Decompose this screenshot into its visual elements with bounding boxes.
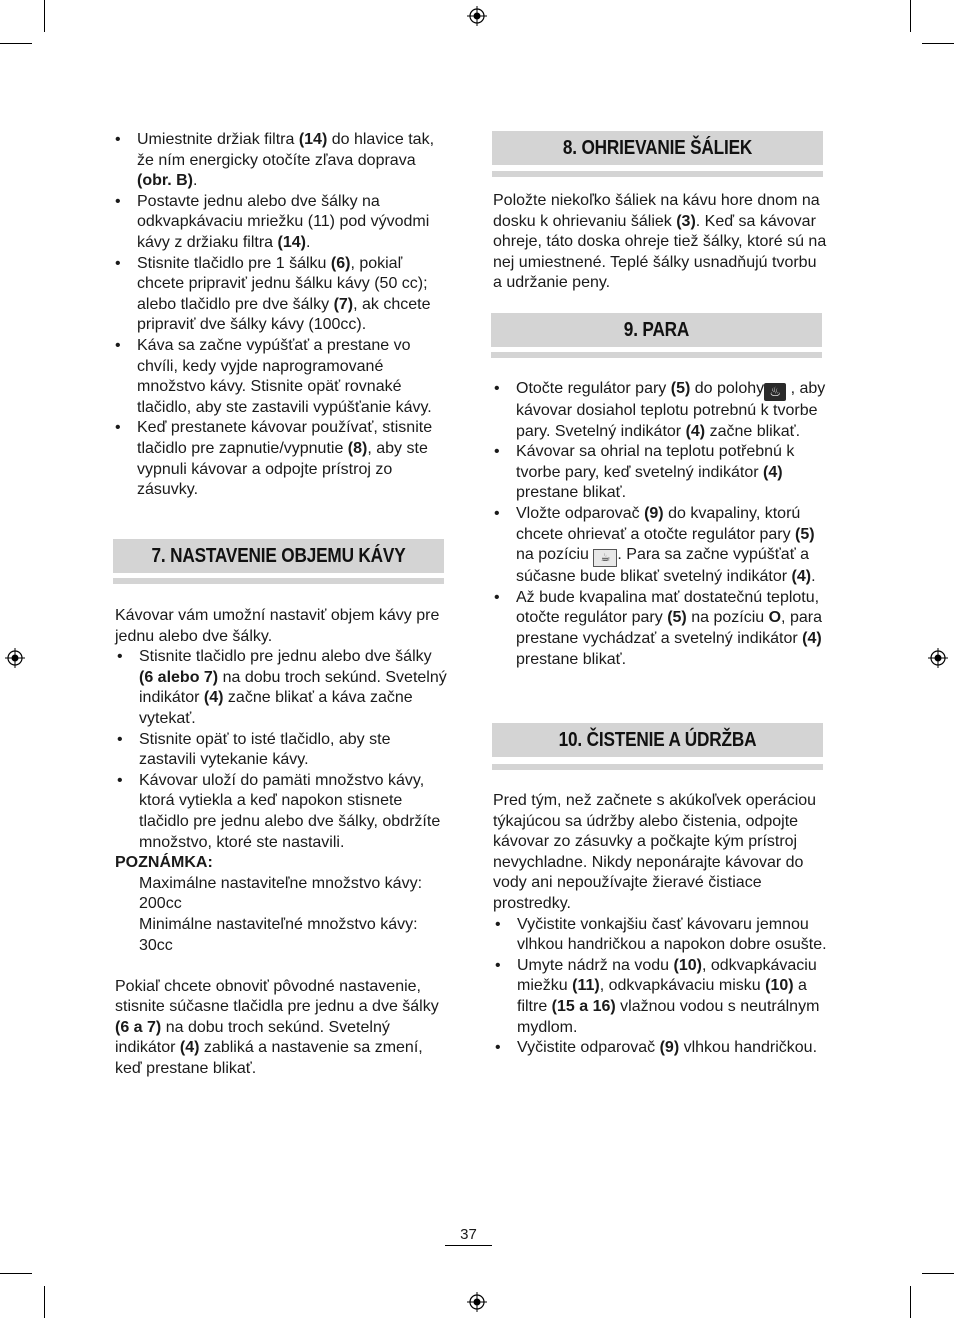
list-item: • Keď prestanete kávovar používať, stisnite tlačidlo pre zapnutie/vypnutie (8), aby ste vypnuli kávovar a odpojte prístroj zo zásuvky.: [113, 418, 453, 500]
crop-mark: [0, 43, 32, 44]
list-item: • Stisnite tlačidlo pre jednu alebo dve šálky (6 alebo 7) na dobu troch sekúnd. Svetelný indikátor (4) začne blikať a káva začne vytekať.: [115, 647, 450, 729]
section-title: 7. NASTAVENIE OBJEMU KÁVY: [151, 545, 406, 567]
note-label: POZNÁMKA:: [115, 854, 213, 872]
list-item: • Umyte nádrž na vodu (10), odkvapkávaciu miežku (11), odkvapkávaciu misku (10) a filtre (15 a 16) vlažnou vodou s neutrálnym mydlom.: [493, 956, 829, 1038]
section-7-intro: Kávovar vám umožní nastaviť objem kávy pre jednu alebo dve šálky.: [115, 607, 440, 645]
crop-mark: [910, 1286, 911, 1318]
list-item: • Až bude kvapalina mať dostatečnú teplotu, otočte regulátor pary (5) na pozíciu O, para prestane vychádzať a svetelný indikátor (4) prestane blikať.: [492, 588, 828, 670]
heading-underbar: [492, 171, 823, 177]
bullet-list: [115, 647, 450, 853]
section-9-body: [492, 379, 828, 670]
list-item: • Kávovar uloží do pamäti množstvo kávy, ktorá vytiekla a keď napokon stisnete tlačidlo pre jednu alebo dve šálky, obdržíte množstvo, ktoré ste nastavili.: [115, 771, 450, 853]
page-number-rule: [445, 1245, 492, 1246]
section-title: 8. OHRIEVANIE ŠÁLIEK: [562, 137, 753, 159]
bullet-list: [493, 915, 829, 1059]
list-item: • Postavte jednu alebo dve šálky na odkvapkávaciu mriežku (11) pod vývodmi kávy z držiaku filtra (14).: [113, 192, 453, 254]
section-10-intro: Pred tým, než začnete s akúkoľvek operáciou týkajúcou sa údržby alebo čistenia, odpojte kávovar zo zásuvky a počkajte kým prístroj nevychladne. Nikdy neponárajte kávovar do vody ani nepoužívajte žieravé čistiace prostredky.: [493, 792, 817, 912]
registration-mark-icon: [928, 648, 948, 668]
registration-mark-icon: [467, 1292, 487, 1312]
registration-mark-icon: [467, 6, 487, 26]
note-max: Maximálne nastaviteľne množstvo kávy: 200cc: [139, 874, 423, 913]
spacer: [115, 956, 450, 977]
section-8-body: [493, 191, 828, 294]
list-item: • Vyčistite odparovač (9) vlhkou handričkou.: [493, 1038, 829, 1059]
list-item: • Kávovar sa ohrial na teplotu potřebnú k tvorbe pary, keď svetelný indikátor (4) prestane blikať.: [492, 442, 828, 504]
section-10-body: [493, 791, 829, 1059]
crop-mark: [44, 0, 45, 32]
list-item: • Káva sa začne vypúšťať a prestane vo chvíli, kedy vyjde naprogramované množstvo kávy. Stisnite opäť rovnaké tlačidlo, aby ste zastavili vypúšťanie kávy.: [113, 336, 453, 418]
crop-mark: [922, 1273, 954, 1274]
heading-underbar: [491, 352, 822, 358]
list-item: • Vložte odparovač (9) do kvapaliny, ktorú chcete ohrievať a otočte regulátor pary (5) na pozíciu ☕ . Para sa začne vypúšťať a súčasne bude blikať svetelný indikátor (4).: [492, 504, 828, 588]
heading-underbar: [492, 764, 823, 770]
list-item: • Otočte regulátor pary (5) do polohy ♨ , aby kávovar dosiahol teplotu potrebnú k tvorbe pary. Svetelný indikátor (4) začne blikať.: [492, 379, 828, 442]
cup-symbol-icon: ☕: [593, 549, 617, 567]
section-8-heading: [492, 131, 823, 165]
bullet-list: [492, 379, 828, 670]
list-item: • Vyčistite vonkajšiu časť kávovaru jemnou vlhkou handričkou a napokon dobre osušte.: [493, 915, 829, 956]
list-item: • Stisnite tlačidlo pre 1 šálku (6), pokiaľ chcete pripraviť jednu šálku kávy (50 cc); alebo tlačidlo pre dve šálky (7), ak chcete pripraviť dve šálky kávy (100cc).: [113, 254, 453, 336]
bullet-list: [113, 130, 453, 501]
section-7-body: [115, 606, 450, 1080]
section-title: 9. PARA: [623, 319, 690, 341]
left-column-top: [113, 130, 453, 501]
page-number: 37: [460, 1226, 477, 1243]
section-8-text: Položte niekoľko šáliek na kávu hore dnom na dosku k ohrievaniu šáliek (3). Keď sa kávovar ohreje, táto doska ohreje tiež šálky, ktoré sú na nej umiestnené. Teplé šálky usnadňujú tvorbu a udržanie peny.: [493, 192, 827, 292]
note-min: Minimálne nastaviteľné množstvo kávy: 30cc: [139, 915, 418, 954]
section-10-heading: [492, 723, 823, 757]
crop-mark: [44, 1286, 45, 1318]
heading-underbar: [113, 578, 444, 584]
reset-paragraph: Pokiaľ chcete obnoviť pôvodné nastavenie, stisnite súčasne tlačidla pre jednu a dve šálky (6 a 7) na dobu troch sekúnd. Svetelný indikátor (4) zabliká a nastavenie sa zmení, keď prestane blikať.: [115, 977, 439, 1078]
crop-mark: [910, 0, 911, 32]
crop-mark: [922, 43, 954, 44]
list-item: • Stisnite opäť to isté tlačidlo, aby ste zastavili vytekanie kávy.: [115, 730, 450, 771]
section-title: 10. ČISTENIE A ÚDRŽBA: [558, 729, 757, 751]
section-9-heading: [491, 313, 822, 347]
crop-mark: [0, 1273, 32, 1274]
registration-mark-icon: [5, 648, 25, 668]
steam-symbol-icon: ♨: [764, 383, 786, 401]
section-7-heading: [113, 539, 444, 573]
list-item: • Umiestnite držiak filtra (14) do hlavice tak, že ním energicky otočíte zľava doprava (obr. B).: [113, 130, 453, 192]
